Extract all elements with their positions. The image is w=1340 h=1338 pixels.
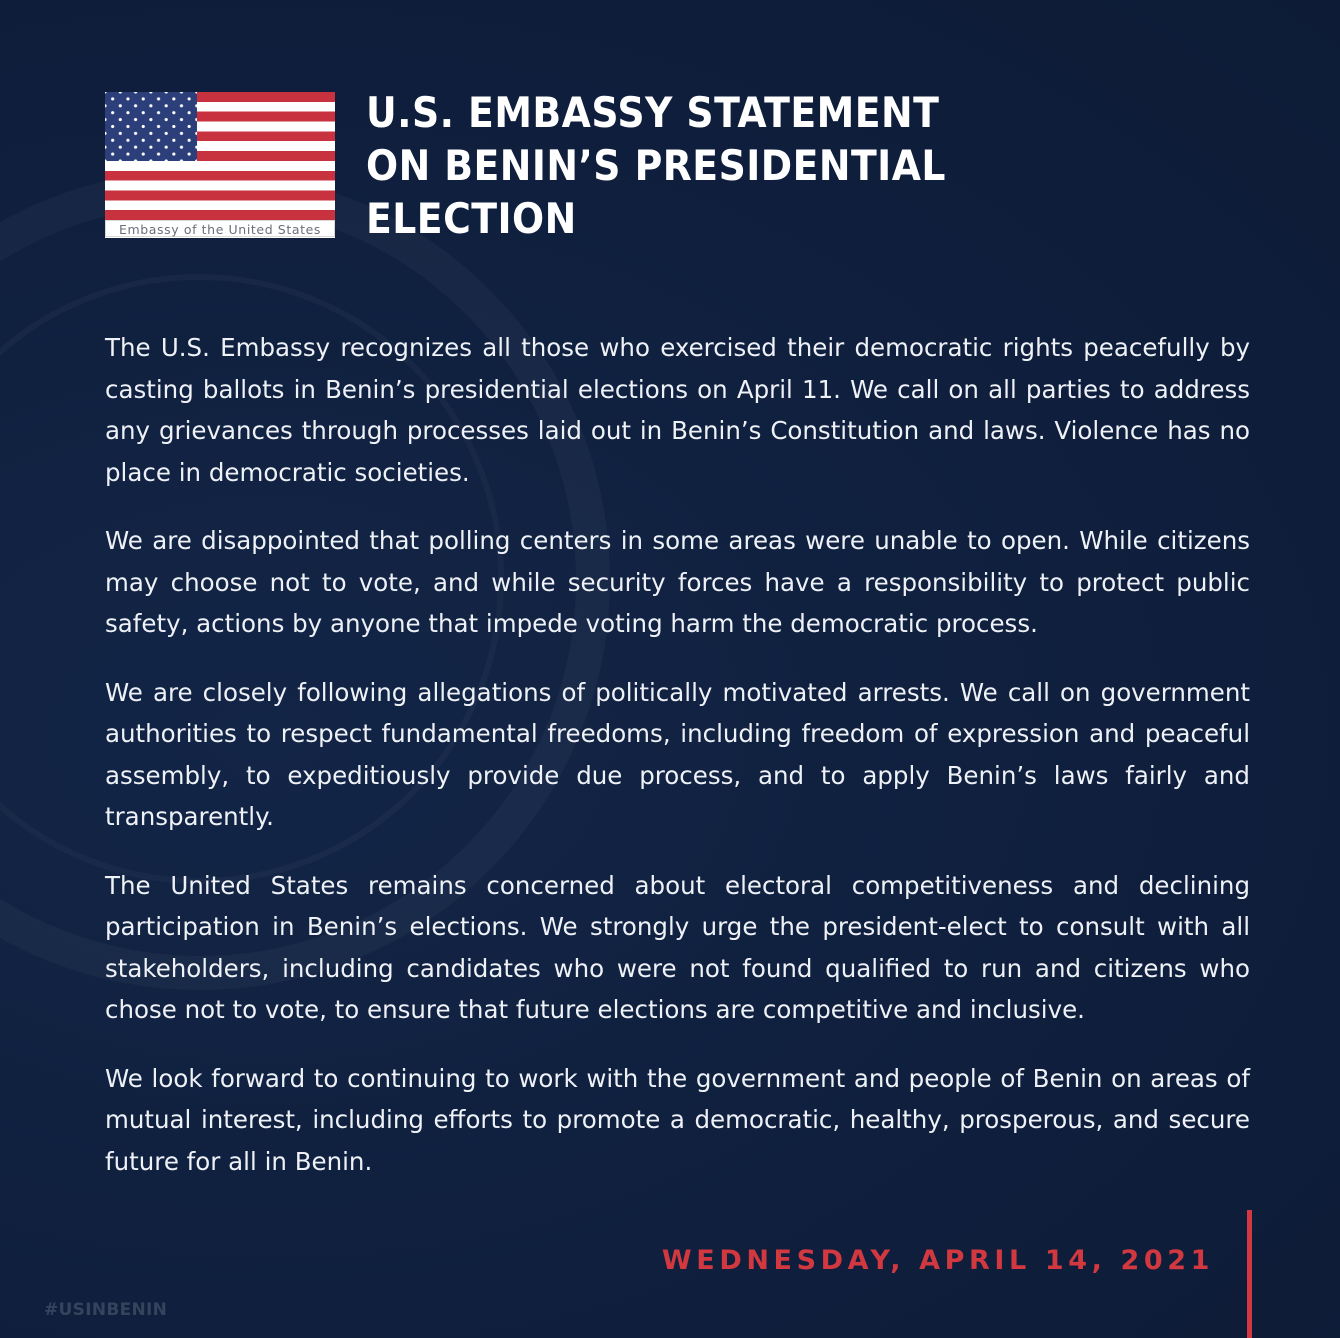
statement-title (366, 86, 946, 245)
statement-date: WEDNESDAY, APRIL 14, 2021 (661, 1245, 1214, 1276)
paragraph: We are disappointed that polling centers in some areas were unable to open. While citizens may choose not to vote, and while security forces have a responsibility to protect public safety, actions by anyone that impede voting harm the democratic process. (105, 526, 1250, 638)
hashtag-watermark: #USINBENIN (44, 1300, 168, 1320)
us-flag-logo (105, 92, 335, 238)
date-accent-rule (1247, 1210, 1252, 1338)
flag-stars-canton (105, 92, 197, 161)
statement-body (105, 327, 1250, 1209)
title-line: ELECTION (366, 194, 577, 243)
flag-caption: Embassy of the United States (105, 220, 335, 237)
paragraph: The U.S. Embassy recognizes all those who exercised their democratic rights peacefully by casting ballots in Benin’s presidential elections on April 11. We call on all parties to address any grievances through processes laid out in Benin’s Constitution and laws. Violence has no place in democratic societies. (105, 333, 1250, 487)
paragraph: The United States remains concerned about electoral competitiveness and declining participation in Benin’s elections. We strongly urge the president-elect to consult with all stakeholders, including candidates who were not found qualified to run and citizens who chose not to vote, to ensure that future elections are competitive and inclusive. (105, 870, 1250, 1024)
paragraph: We look forward to continuing to work with the government and people of Benin on areas of mutual interest, including efforts to promote a democratic, healthy, prosperous, and secure future for all in Benin. (105, 1063, 1250, 1176)
title-line: U.S. EMBASSY STATEMENT (366, 88, 940, 137)
title-line: ON BENIN’S PRESIDENTIAL (366, 141, 946, 190)
paragraph: We are closely following allegations of politically motivated arrests. We call on government authorities to respect fundamental freedoms, including freedom of expression and peaceful assembly, to expeditiously provide due process, and to apply Benin’s laws fairly and transparently. (105, 677, 1250, 831)
